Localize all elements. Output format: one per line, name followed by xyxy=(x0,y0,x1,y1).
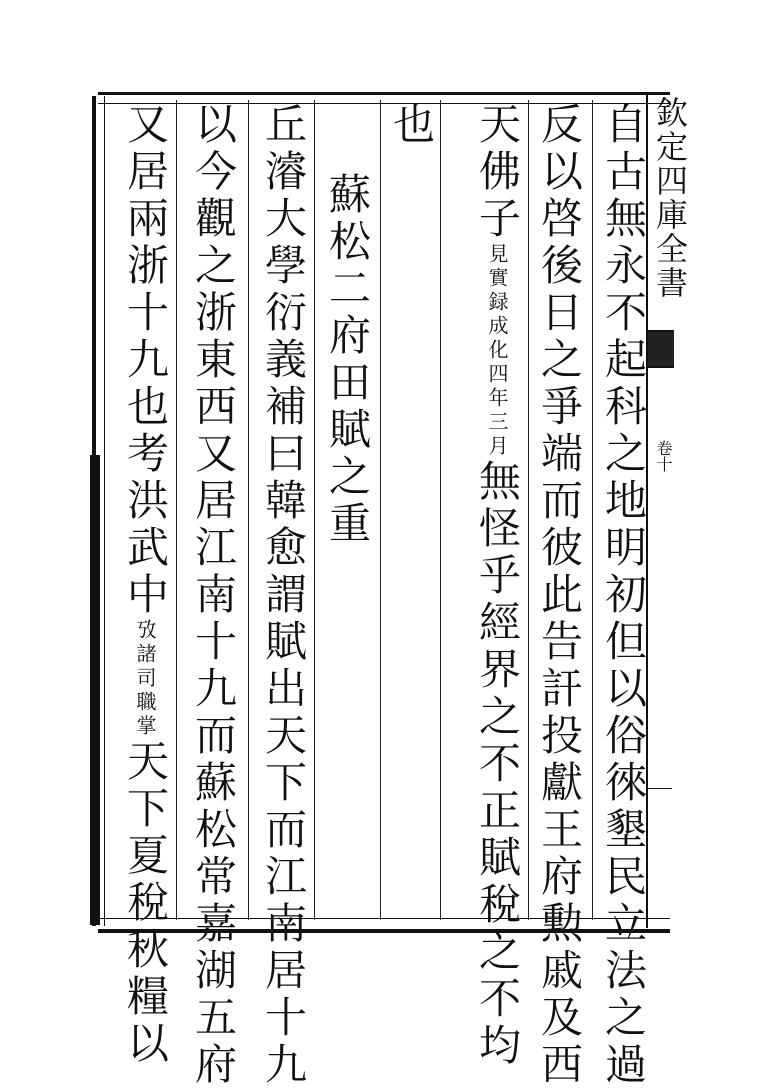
text-column-1 xyxy=(596,102,650,1089)
note-left-line: 職掌 xyxy=(133,691,157,739)
spine-juan-label: 卷十 xyxy=(654,440,673,472)
column-text: 反以啓後日之爭端而彼此告訐投獻王府勲戚及西 xyxy=(535,102,584,1089)
note-left-line: 四年三月 xyxy=(485,363,509,459)
column-text: 天下夏稅秋糧以 xyxy=(121,739,170,1068)
column-rule xyxy=(528,100,529,920)
column-rule xyxy=(440,100,441,920)
column-rule xyxy=(380,100,381,920)
text-column-4 xyxy=(384,102,438,914)
text-column-2 xyxy=(532,102,586,1089)
column-text: 丘濬大學衍義補曰韓愈謂賦出天下而江南居十九 xyxy=(259,102,308,1089)
frame-bottom-border xyxy=(98,918,670,933)
text-column-7 xyxy=(186,102,240,1089)
note-right-line: 見實録成化 xyxy=(485,243,509,363)
text-column-3 xyxy=(448,102,524,1070)
column-text: 自古無永不起科之地明初但以俗徠墾民立法之過 xyxy=(599,102,648,1089)
column-text: 也 xyxy=(387,102,436,149)
text-column-8 xyxy=(106,102,172,1068)
spine-title: 欽定四庫全書 xyxy=(651,96,689,300)
column-text: 無怪乎經界之不正賦稅之不均 xyxy=(473,459,522,1070)
column-text: 又居兩浙十九也考洪武中 xyxy=(121,102,170,619)
column-rule xyxy=(176,100,177,920)
column-rule xyxy=(314,100,315,920)
note-right-line: 攷諸司 xyxy=(133,619,157,691)
column-text: 天佛子 xyxy=(473,102,522,243)
interlinear-note xyxy=(118,619,172,739)
column-rule xyxy=(248,100,249,920)
column-rule xyxy=(592,100,593,920)
fishtail-mark xyxy=(648,330,674,368)
column-text: 以今觀之浙東西又居江南十九而蘇松常嘉湖五府 xyxy=(189,102,238,1089)
section-title: 蘇松二府田賦之重 xyxy=(323,172,372,548)
spine-tick xyxy=(648,788,672,789)
edge-ink-strip xyxy=(90,455,100,925)
interlinear-note xyxy=(470,243,524,459)
text-column-6 xyxy=(256,102,310,1089)
